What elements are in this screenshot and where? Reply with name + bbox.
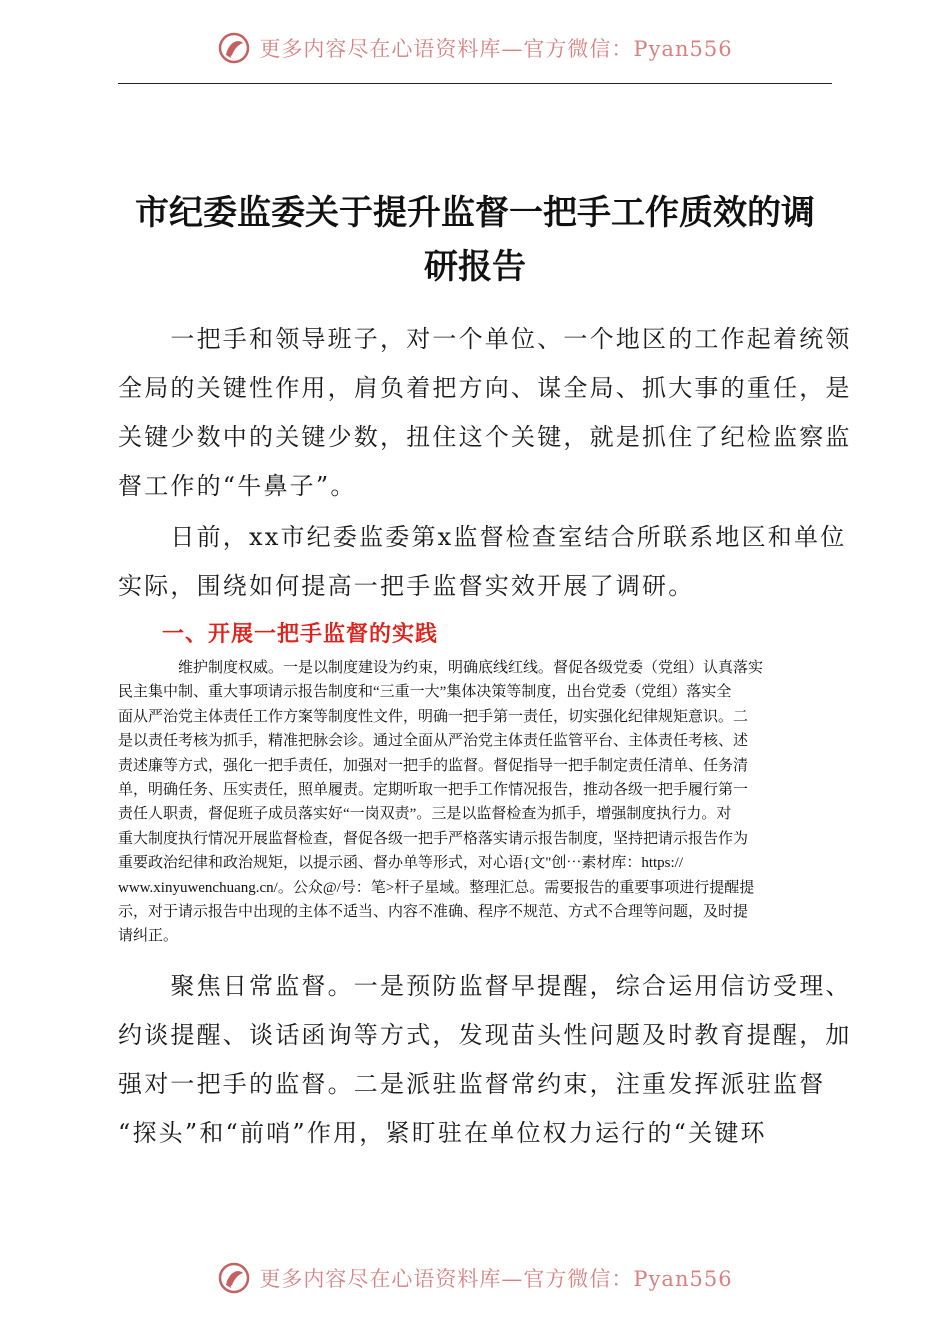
brand-logo-icon [217,31,251,65]
text-line: 示，对于请示报告中出现的主体不适当、内容不准确、程序不规范、方式不合理等问题，及时提 [118,904,749,921]
text-line: 维护制度权威。一是以制度建设为约束，明确底线红线。督促各级党委（党组）认真落实 [118,660,764,676]
text-line: 重大制度执行情况开展监督检查，督促各级一把手严格落实请示报告制度，坚持把请示报告作为 [118,830,749,847]
text-line: 责述廉等方式，强化一把手责任，加强对一把手的监督。督促指导一把手制定责任清单、任务清 [118,757,749,774]
brand-logo-icon [217,1261,251,1295]
context-paragraph [118,513,847,611]
text-line: 重要政治纪律和政治规矩，以提示函、督办单等形式，对心语{文"创⋯素材库：https:// [118,855,684,872]
text-line: 聚焦日常监督。一是预防监督早提醒，综合运用信访受理、 [118,972,852,1000]
text-line: 日前，xx市纪委监委第x监督检查室结合所联系地区和单位 [118,523,847,551]
text-line: www.xinyuwenchuang.cn/。公众@/号：笔>杆子星域。整理汇总。需要报告的重要事项进行提醒提 [118,879,755,896]
text-line: 是以责任考核为抓手，精准把脉会诊。通过全面从严治党主体责任监管平台、主体责任考核、述 [118,733,749,750]
text-line: 督工作的“牛鼻子”。 [118,472,357,500]
text-line: “探头”和“前哨”作用，紧盯驻在单位权力运行的“关键环 [118,1119,767,1147]
text-line: 约谈提醒、谈话函询等方式，发现苗头性问题及时教育提醒，加 [118,1021,852,1049]
text-line: 关键少数中的关键少数，扭住这个关键，就是抓住了纪检监察监 [118,423,852,451]
header-banner-text: 更多内容尽在心语资料库—官方微信：Pyan556 [259,37,733,61]
practice-paragraph [118,656,832,949]
text-line: 全局的关键性作用，肩负着把方向、谋全局、抓大事的重任，是 [118,374,852,402]
text-line: 民主集中制、重大事项请示报告制度和“三重一大”集体决策等制度，出台党委（党组）落实全 [118,684,732,701]
text-line: 实际，围绕如何提高一把手监督实效开展了调研。 [118,572,695,600]
header-banner [0,28,950,68]
daily-supervision-paragraph [118,962,852,1158]
text-line: 一把手和领导班子，对一个单位、一个地区的工作起着统领 [118,325,852,353]
title-line: 研报告 [424,247,526,287]
text-line: 请纠正。 [118,928,179,945]
text-line: 责任人职责，督促班子成员落实好“一岗双责”。三是以监督检查为抓手，增强制度执行力。对 [118,806,732,823]
text-line: 强对一把手的监督。二是派驻监督常约束，注重发挥派驻监督 [118,1070,826,1098]
intro-paragraph [118,315,852,511]
section-heading: 一、开展一把手监督的实践 [162,622,439,647]
footer-banner-text: 更多内容尽在心语资料库—官方微信：Pyan556 [259,1267,733,1291]
text-line: 单，明确任务、压实责任，照单履责。定期听取一把手工作情况报告，推动各级一把手履行第一 [118,782,749,799]
footer-banner [0,1258,950,1298]
header-rule [118,83,832,84]
text-line: 面从严治党主体责任工作方案等制度性文件，明确一把手第一责任，切实强化纪律规矩意识。二 [118,708,749,725]
title-line: 市纪委监委关于提升监督一把手工作质效的调 [135,193,815,233]
document-title [100,186,850,294]
